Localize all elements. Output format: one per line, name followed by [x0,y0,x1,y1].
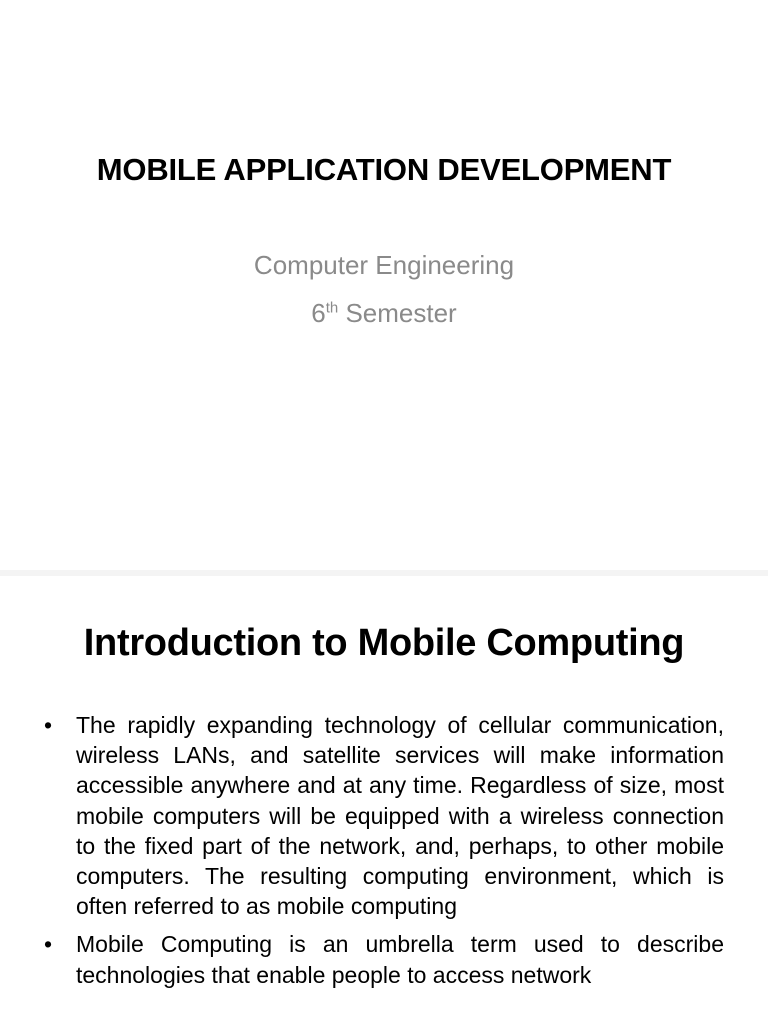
semester-number: 6 [311,298,326,328]
content-slide [0,576,768,1024]
bullet-item [44,710,724,921]
bullet-list [44,710,724,998]
bullet-text: The rapidly expanding technology of cellular communication, wireless LANs, and satellite services will make information accessible anywhere and at any time. Regardless of size, most mobile computers will be equipped with a wireless connection to the fixed part of the network, and, perhaps, to other mobile computers. The resulting computing environment, which is often referred to as mobile computing [76,712,724,920]
semester-ordinal-suffix: th [325,299,339,317]
subtitle-department: Computer Engineering [253,250,515,280]
bullet-item [44,929,724,989]
slide-title: MOBILE APPLICATION DEVELOPMENT [96,152,672,187]
bullet-icon: • [44,712,53,738]
subtitle-semester [0,298,768,329]
bullet-text: Mobile Computing is an umbrella term used to describe technologies that enable people to access network [76,931,724,988]
content-slide-title: Introduction to Mobile Computing [83,622,685,664]
bullet-icon: • [44,931,53,958]
semester-label: Semester [338,298,457,328]
